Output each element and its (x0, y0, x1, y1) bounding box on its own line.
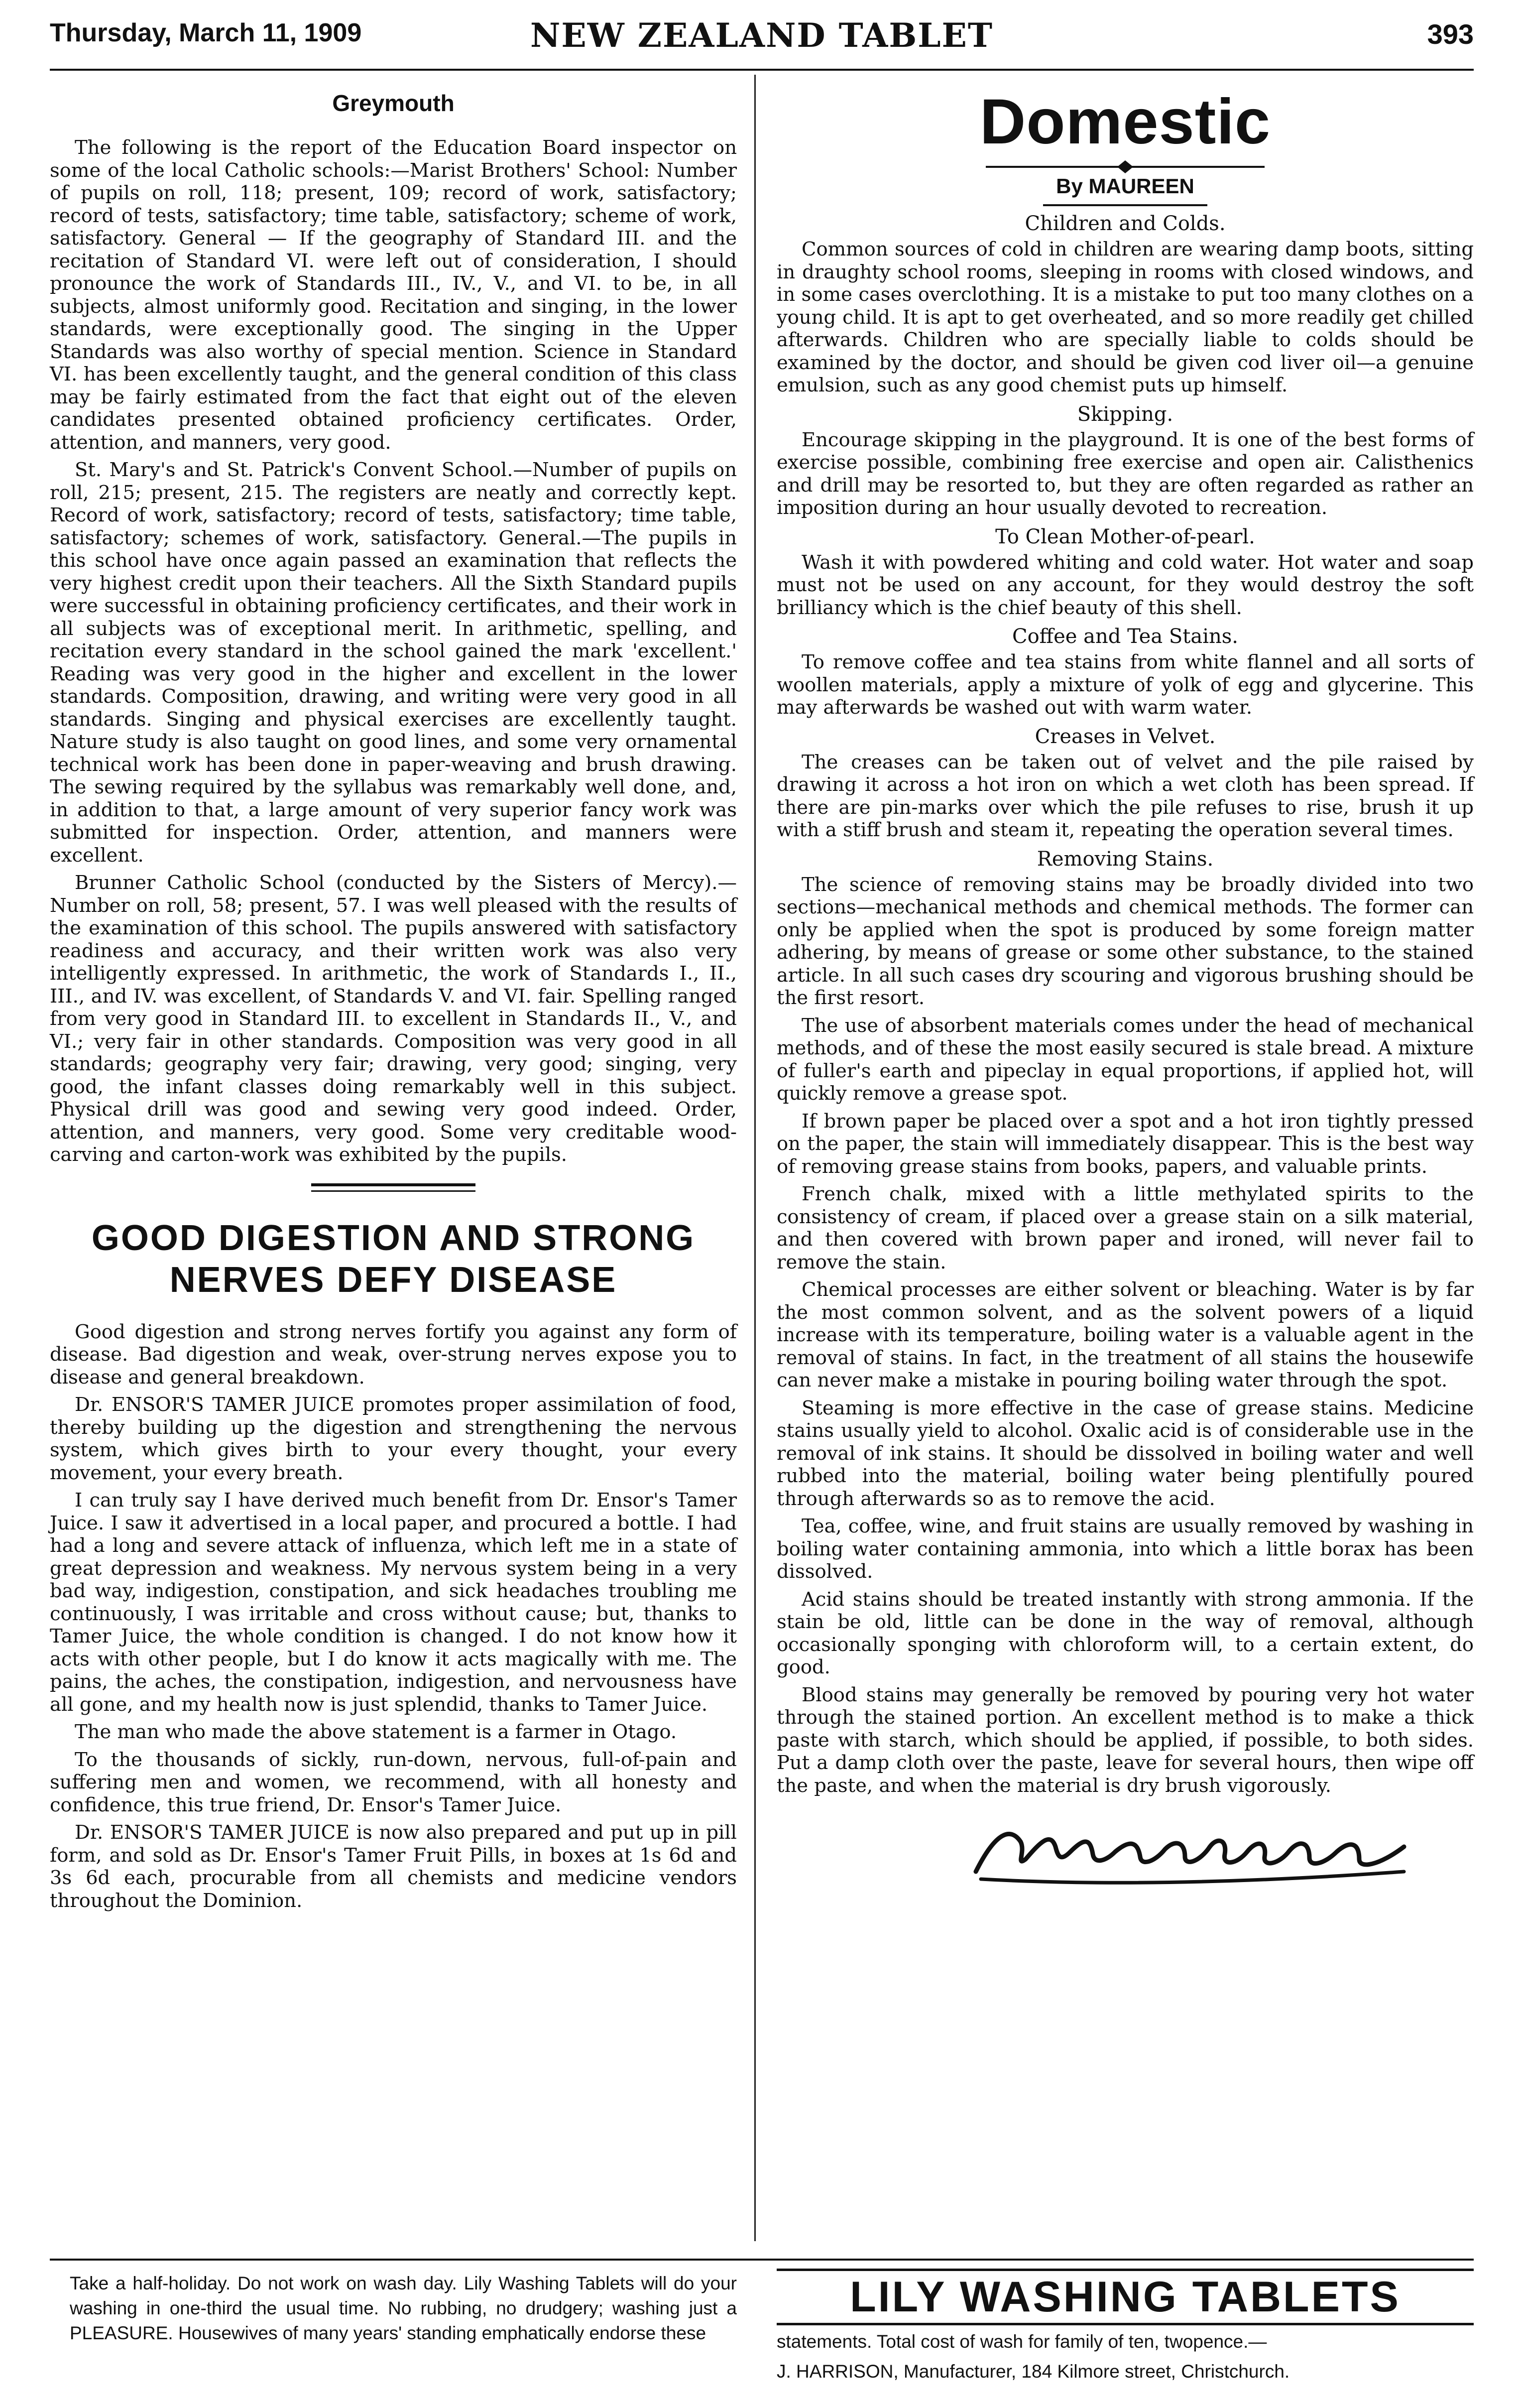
skipping-heading: Skipping. (1077, 402, 1173, 426)
advert-title-line: GOOD DIGESTION AND STRONG (91, 1218, 696, 1258)
page-number: 393 (1427, 18, 1474, 50)
advert-paragraph: I can truly say I have derived much benefit from Dr. Ensor's Tamer Juice. I saw it advertised in a local paper, and procured a bottle. I had had a long and severe attack of influenza, which left me in a state of great depression and weakness. My nervous system being in a very bad way, indigestion, constipation, and sick headaches troubling me continuously, I was irritable and cross without cause; but, thanks to Tamer Juice, the whole condition is changed. I do not know how it acts with other people, but I do know it acts magically with me. The pains, the aches, the constipation, indigestion, and nervousness have all gone, and my health now is just splendid, thanks to Tamer Juice. (50, 1489, 737, 1716)
children-colds-paragraph: Common sources of cold in children are wearing damp boots, sitting in draughty school rooms, sleeping in rooms with closed windows, and in some cases overclothing. It is a mistake to put too many clothes on a young child. It is apt to get overheated, and so more readily get chilled afterwards. Children who are specially liable to colds should be examined by the doctor, and should be given cod liver oil—a genuine emulsion, such as any good chemist puts up himself. (777, 238, 1474, 396)
issue-date: Thursday, March 11, 1909 (50, 18, 362, 47)
advert-paragraph: Dr. ENSOR'S TAMER JUICE is now also prepared and put up in pill form, and sold as Dr. Ensor's Tamer Fruit Pills, in boxes at 1s 6d and 3s 6d each, procurable from all chemists and medicine vendors throughout the Dominion. (50, 1821, 737, 1912)
right-column (777, 85, 1474, 1892)
article-paragraph: St. Mary's and St. Patrick's Convent School.—Number of pupils on roll, 215; present, 215. The registers are neatly and correctly kept. Record of work, satisfactory; record of tests, satisfactory; time table, satisfactory; schemes of work, satisfactory. General.—The pupils in this school have once again passed an examination that reflects the very highest credit upon their teachers. All the Sixth Standard pupils were successful in obtaining proficiency certificates, and their work in all subjects was of exceptional merit. In arithmetic, spelling, and recitation every standard in the school gained the mark 'excellent.' Reading was very good in the higher and excellent in the lower standards. Composition, drawing, and writing were very good in all standards. Singing and physical exercises are excellently taught. Nature study is also taught on good lines, and some very ornamental technical work has been done in paper-weaving and brush drawing. The sewing required by the syllabus was remarkably well done, and, in addition to that, a large amount of very superior fancy work was submitted for inspection. Order, attention, and manners were excellent. (50, 459, 737, 867)
stains-paragraph: Steaming is more effective in the case of grease stains. Medicine stains usually yield to alcohol. Oxalic acid is of considerable use in the removal of ink stains. It should be dissolved in boiling water and well rubbed into the material, boiling water being plentifully poured through afterwards so as to remove the acid. (777, 1396, 1474, 1510)
mother-of-pearl-heading: To Clean Mother-of-pearl. (995, 525, 1255, 548)
lily-advert-right (777, 2269, 1474, 2389)
coffee-tea-heading: Coffee and Tea Stains. (1012, 625, 1239, 648)
article-paragraph: The following is the report of the Education Board inspector on some of the local Catholic schools:—Marist Brothers' School: Number of pupils on roll, 118; present, 109; record of work, satisfactory; record of tests, satisfactory; time table, satisfactory; scheme of work, satisfactory. General — If the geography of Standard III. and the recitation of Standard VI. were left out of consideration, I should pronounce the work of Standards III., IV., V., and VI. to be, in all subjects, almost uniformly good. Recitation and singing, in the lower standards, were exceptionally good. The singing in the Upper Standards was also worthy of special mention. Science in Standard VI. has been excellently taught, and the general condition of this class may be fairly estimated from the fact that eight out of the eleven candidates presented obtained proficiency certificates. Order, attention, and manners, very good. (50, 136, 737, 454)
diamond-ornament-rule (986, 159, 1265, 174)
removing-stains-heading: Removing Stains. (1037, 847, 1214, 871)
left-column (50, 85, 737, 1917)
advert-paragraph: Dr. ENSOR'S TAMER JUICE promotes proper assimilation of food, thereby building up the digestion and strengthening the nervous system, which gives birth to your every thought, your every movement, your every breath. (50, 1394, 737, 1484)
stains-paragraph: French chalk, mixed with a little methylated spirits to the consistency of cream, if placed over a grease stain on a silk material, and then covered with brown paper and ironed, will never fail to remove the stain. (777, 1183, 1474, 1273)
newspaper-title: NEW ZEALAND TABLET (530, 16, 993, 55)
bottom-rule (50, 2259, 1474, 2261)
masthead (50, 14, 1474, 71)
children-colds-heading: Children and Colds. (1025, 212, 1226, 235)
stains-paragraph: Tea, coffee, wine, and fruit stains are usually removed by washing in boiling water containing ammonia, into which a little borax has been dissolved. (777, 1515, 1474, 1583)
article-paragraph: Brunner Catholic School (conducted by the Sisters of Mercy).—Number on roll, 58; present, 57. I was well pleased with the results of the examination of this school. The pupils answered with satisfactory readiness and accuracy, and their written work was also very intelligently expressed. In arithmetic, the work of Standards I., II., III., and IV. was excellent, of Standards V. and VI. fair. Spelling ranged from very good in Standard III. to excellent in Standards II., V., and VI.; very fair in other standards. Composition was very good in all standards; geography very fair; drawing, very good; singing, very good, the infant classes doing remarkably well in this subject. Physical drill was good and sewing very good indeed. Order, attention, and manners, very good. Some very creditable wood-carving and carton-work was exhibited by the pupils. (50, 872, 737, 1166)
greymouth-heading: Greymouth (332, 90, 455, 116)
stains-paragraph: The science of removing stains may be broadly divided into two sections—mechanical methods and chemical methods. The former can only be applied when the spot is produced by some foreign matter adhering, by means of grease or some other substance, to the stained article. In all such cases dry scouring and vigorous brushing should be the first resort. (777, 873, 1474, 1009)
tamer-juice-advert (50, 1321, 737, 1912)
mother-of-pearl-paragraph: Wash it with powdered whiting and cold water. Hot water and soap must not be used on any account, for they would destroy the soft brilliancy which is the chief beauty of this shell. (777, 551, 1474, 619)
stains-paragraph: Acid stains should be treated instantly with strong ammonia. If the stain be old, little can be done in the way of removal, although occasionally sponging with chloroform will, to a certain extent, do good. (777, 1588, 1474, 1678)
lily-washing-tablets-title: LILY WASHING TABLETS (777, 2269, 1474, 2325)
lily-advert-left (70, 2271, 737, 2351)
stains-paragraph: If brown paper be placed over a spot and a hot iron tightly pressed on the paper, the stain will immediately disappear. This is the best way of removing grease stains from books, papers, and valuable prints. (777, 1110, 1474, 1178)
lily-advert-manufacturer: J. HARRISON, Manufacturer, 184 Kilmore street, Christchurch. (777, 2361, 1290, 2382)
byline-rule (1043, 204, 1207, 206)
maureen-signature (966, 1812, 1414, 1892)
velvet-paragraph: The creases can be taken out of velvet and the pile raised by drawing it across a hot iron on which a wet cloth has been spread. If there are pin-marks over which the pile refuses to rise, brush it up with a stiff brush and steam it, repeating the operation several times. (777, 751, 1474, 841)
advert-title-line: NERVES DEFY DISEASE (169, 1260, 617, 1300)
greymouth-article (50, 136, 737, 1166)
advert-title (50, 1217, 737, 1301)
advert-paragraph: To the thousands of sickly, run-down, nervous, full-of-pain and suffering men and women, we recommend, with all honesty and confidence, this true friend, Dr. Ensor's Tamer Juice. (50, 1748, 737, 1816)
column-divider (754, 75, 756, 2241)
advert-paragraph: Good digestion and strong nerves fortify you against any form of disease. Bad digestion and weak, over-strung nerves expose you to disease and general breakdown. (50, 1320, 737, 1389)
double-rule-divider (311, 1179, 475, 1199)
skipping-paragraph: Encourage skipping in the playground. It is one of the best forms of exercise possible, combining free exercise and open air. Calisthenics and drill may be resorted to, but they are often regarded as rather an imposition during an hour usually devoted to recreation. (777, 428, 1474, 519)
domestic-title: Domestic (979, 86, 1271, 157)
stains-paragraph: Chemical processes are either solvent or bleaching. Water is by far the most common solvent, and as the solvent powers of a liquid increase with its temperature, boiling water is a valuable agent in the removal of stains. In fact, in the treatment of all stains the housewife can never make a mistake in pouring boiling water through the spot. (777, 1278, 1474, 1392)
lily-advert-text: Take a half-holiday. Do not work on wash day. Lily Washing Tablets will do your washing in one-third the usual time. No rubbing, no drudgery; washing just a PLEASURE. Housewives of many years' standing emphatically endorse these (70, 2273, 737, 2343)
coffee-tea-paragraph: To remove coffee and tea stains from white flannel and all sorts of woollen materials, apply a mixture of yolk of egg and glycerine. This may afterwards be washed out with warm water. (777, 651, 1474, 719)
advert-paragraph: The man who made the above statement is a farmer in Otago. (75, 1721, 677, 1743)
stains-paragraph: Blood stains may generally be removed by pouring very hot water through the stained portion. An excellent method is to make a thick paste with starch, which should be applied, if possible, to both sides. Put a damp cloth over the paste, leave for several hours, then wipe off the paste, and when the material is dry brush vigorously. (777, 1683, 1474, 1797)
velvet-heading: Creases in Velvet. (1035, 725, 1216, 748)
byline: By MAUREEN (1056, 174, 1194, 198)
lily-advert-statement: statements. Total cost of wash for family of ten, twopence.— (777, 2331, 1267, 2352)
stains-paragraph: The use of absorbent materials comes under the head of mechanical methods, and of these the most easily secured is stale bread. A mixture of fuller's earth and pipeclay in equal proportions, if applied hot, will quickly remove a grease spot. (777, 1014, 1474, 1105)
